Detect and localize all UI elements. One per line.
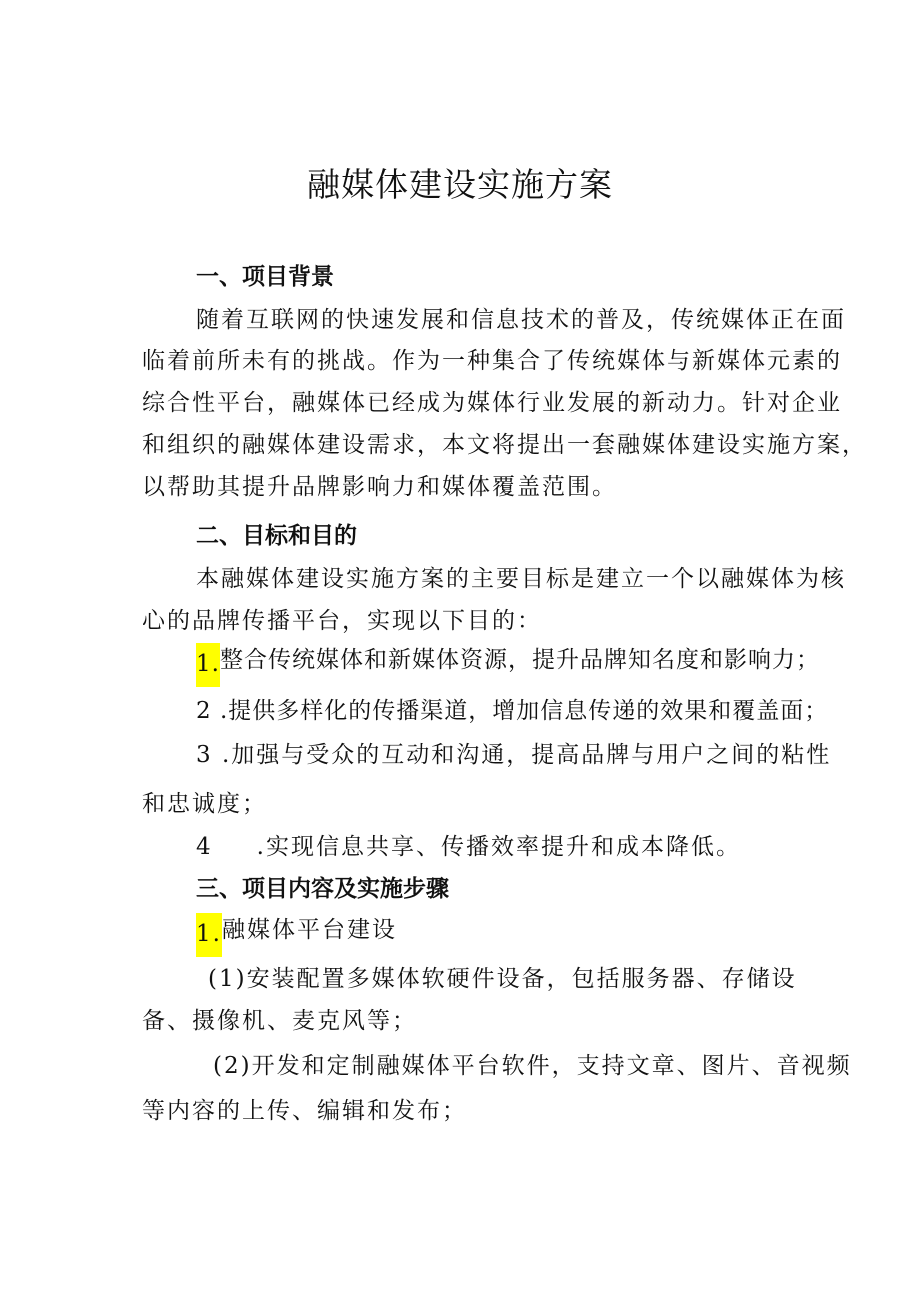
- list-item-2: 2 .提供多样化的传播渠道，增加信息传递的效果和覆盖面；: [196, 698, 829, 724]
- paragraph-line: 临着前所未有的挑战。作为一种集合了传统媒体与新媒体元素的: [142, 348, 842, 374]
- highlighted-number: 1.: [196, 643, 220, 687]
- list-item-3: 3 .加强与受众的互动和沟通，提高品牌与用户之间的粘性: [196, 742, 832, 768]
- paragraph-line: 综合性平台，融媒体已经成为媒体行业发展的新动力。针对企业: [142, 390, 842, 416]
- list-item-1: [196, 643, 820, 687]
- document-title: 融媒体建设实施方案: [307, 165, 613, 204]
- paragraph-line: (2)开发和定制融媒体平台软件，支持文章、图片、音视频: [213, 1053, 852, 1079]
- paragraph-line: 本融媒体建设实施方案的主要目标是建立一个以融媒体为核: [196, 566, 846, 592]
- section-heading-goals: 二、目标和目的: [196, 523, 357, 549]
- highlighted-number: 1.: [196, 913, 222, 957]
- section-heading-background: 一、项目背景: [196, 264, 334, 290]
- subheading-platform: [196, 913, 397, 957]
- paragraph-line: 心的品牌传播平台，实现以下目的：: [142, 608, 542, 634]
- section-heading-content-steps: 三、项目内容及实施步骤: [196, 876, 449, 902]
- list-item-number: 4: [196, 834, 213, 860]
- list-item-3-continued: 和忠诚度；: [142, 791, 267, 817]
- paragraph-line: 等内容的上传、编辑和发布；: [142, 1098, 467, 1124]
- paragraph-line: 和组织的融媒体建设需求，本文将提出一套融媒体建设实施方案，: [142, 432, 867, 458]
- subheading-text: 融媒体平台建设: [221, 917, 397, 943]
- list-item-text: 整合传统媒体和新媒体资源，提升品牌知名度和影响力；: [219, 647, 820, 673]
- list-item-text: .实现信息共享、传播效率提升和成本降低。: [256, 834, 741, 860]
- paragraph-line: 随着互联网的快速发展和信息技术的普及，传统媒体正在面: [196, 307, 846, 333]
- list-item-4: [196, 830, 741, 864]
- paragraph-line: 备、摄像机、麦克风等；: [142, 1008, 417, 1034]
- paragraph-line: 以帮助其提升品牌影响力和媒体覆盖范围。: [142, 474, 617, 500]
- paragraph-line: (1)安装配置多媒体软硬件设备，包括服务器、存储设: [208, 966, 797, 992]
